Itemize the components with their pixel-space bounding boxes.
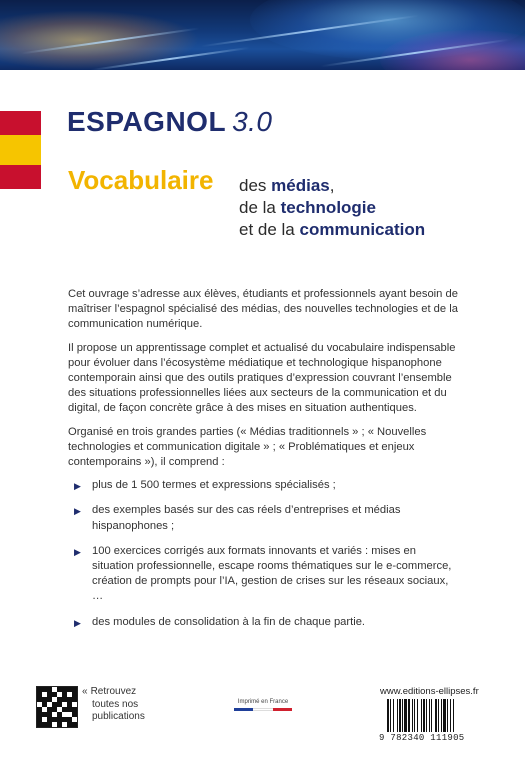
subtitle-text: de la	[239, 198, 281, 217]
spanish-flag-stripes	[0, 111, 41, 189]
description-paragraph: Il propose un apprentissage complet et actualisé du vocabulaire indispensable pour évoluer dans l’écosystème médiatique et technologique hispanophone contemporain ainsi que des outils pratiques d’expression couvrant l’ensemble des situations professionnelles liées aux secteurs de la communication et du digital, de façon concrète grâce à des mises en situation authentiques.	[68, 341, 456, 415]
series-title	[67, 106, 273, 138]
qr-caption-text: Retrouvez	[90, 686, 137, 697]
isbn-number: 9 782340 111905	[379, 733, 465, 743]
french-flag-stripe	[234, 708, 292, 711]
description-paragraph: Organisé en trois grandes parties (« Médias traditionnels » ; « Nouvelles technologies et communication digitale » ; « Problématiques et enjeux contemporains »), il comprend :	[68, 425, 427, 469]
subtitle-keyword: médias	[271, 176, 330, 195]
description-paragraph: Cet ouvrage s’adresse aux élèves, étudiants et professionnels ayant besoin de maîtriser l’espagnol spécialisé des médias, des nouvelles technologies et de la communication numérique.	[68, 288, 458, 331]
contents-list	[68, 478, 460, 630]
subtitle-keyword: communication	[299, 220, 426, 239]
list-item	[68, 503, 460, 533]
list-item	[68, 544, 460, 605]
series-name: ESPAGNOL	[67, 106, 227, 137]
arrow-bullet-icon: ▶	[74, 481, 81, 492]
qr-caption-text: publications	[92, 711, 145, 722]
printed-in-france-label	[228, 699, 298, 711]
series-version: 3.0	[232, 106, 273, 137]
guillemet-icon: «	[82, 686, 88, 697]
list-item-text: 100 exercices corrigés aux formats innovants et variés : mises en situation professionnelle, escape rooms thématiques sur le e-commerce, création de prompts pour l’IA, gestion de crises sur les réseaux sociaux, …	[92, 544, 452, 603]
back-cover-description	[68, 287, 460, 640]
subtitle-text: ,	[329, 176, 335, 195]
list-item-text: des modules de consolidation à la fin de chaque partie.	[92, 615, 366, 628]
arrow-bullet-icon: ▶	[74, 617, 81, 628]
book-subtitle	[239, 175, 425, 241]
list-item-text: des exemples basés sur des cas réels d’entreprises et médias hispanophones ;	[92, 504, 401, 532]
subtitle-text: et de la	[239, 220, 300, 239]
list-item	[68, 478, 460, 493]
list-item-text: plus de 1 500 termes et expressions spécialisés ;	[92, 479, 336, 492]
publisher-website[interactable]: www.editions-ellipses.fr	[380, 686, 479, 697]
isbn-barcode	[387, 699, 487, 732]
qr-code[interactable]	[36, 686, 78, 728]
qr-caption-text: toutes nos	[92, 698, 139, 710]
subtitle-text: des	[239, 176, 272, 195]
cover-banner-image	[0, 0, 525, 70]
banner-glow	[0, 10, 200, 70]
book-title: Vocabulaire	[68, 165, 214, 195]
subtitle-keyword: technologie	[280, 198, 376, 217]
barcode-bar	[454, 699, 455, 732]
arrow-bullet-icon: ▶	[74, 506, 81, 517]
printed-in-text: Imprimé en France	[237, 699, 289, 705]
arrow-bullet-icon: ▶	[74, 546, 81, 557]
list-item	[68, 615, 460, 630]
qr-caption	[82, 686, 145, 724]
